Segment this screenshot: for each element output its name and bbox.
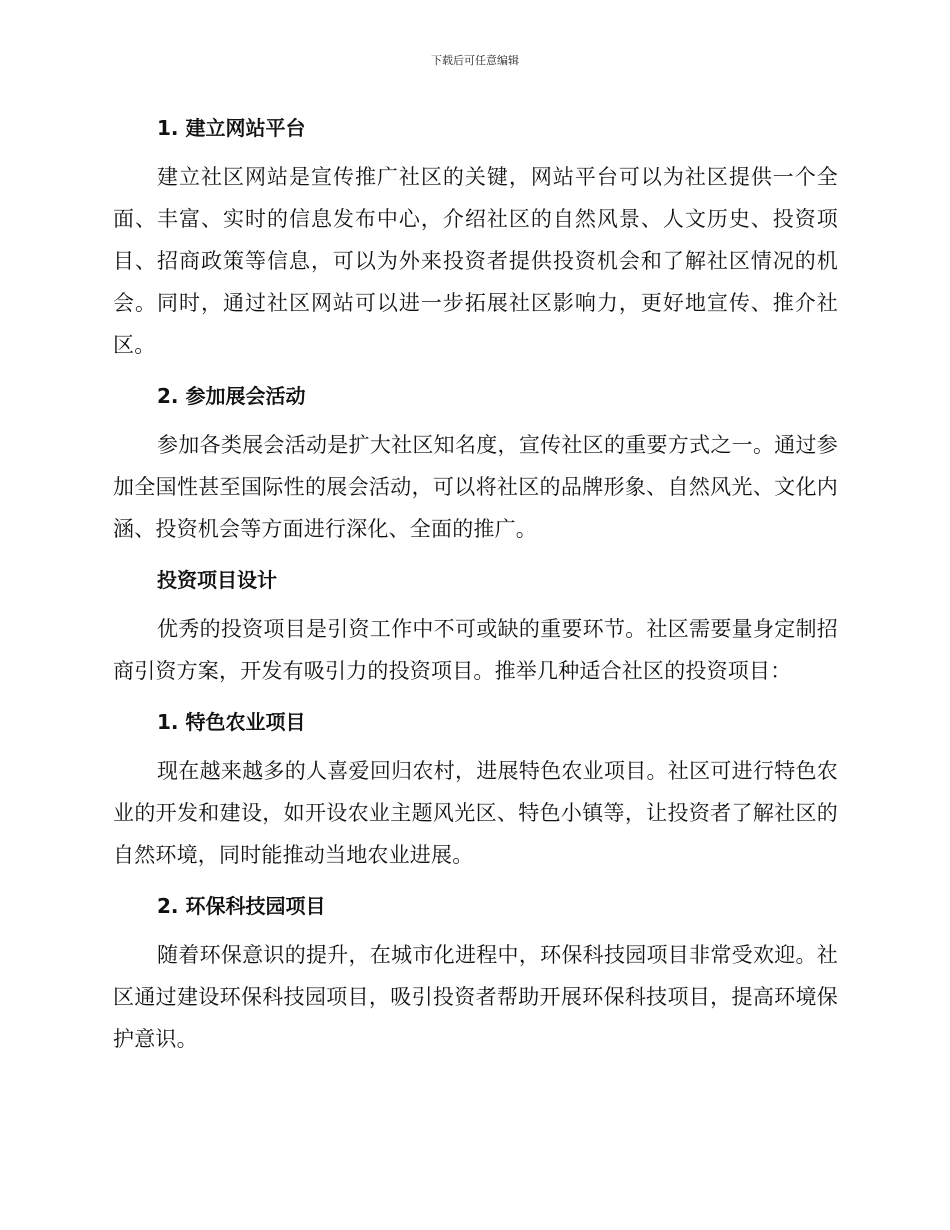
- section-heading-eco-park: 2. 环保科技园项目: [157, 894, 326, 918]
- section-heading-website: 1. 建立网站平台: [157, 116, 306, 140]
- section-paragraph-eco-park: 随着环保意识的提升，在城市化进程中，环保科技园项目非常受欢迎。社区通过建设环保科技园项目，吸引投资者帮助开展环保科技项目，提高环境保护意识。: [113, 943, 838, 1051]
- section-heading-agriculture: 1. 特色农业项目: [157, 710, 306, 734]
- section-paragraph-website: 建立社区网站是宣传推广社区的关键，网站平台可以为社区提供一个全面、丰富、实时的信息发布中心，介绍社区的自然风景、人文历史、投资项目、招商政策等信息，可以为外来投资者提供投资机会和了解社区情况的机会。同时，通过社区网站可以进一步拓展社区影响力，更好地宣传、推介社区。: [113, 165, 838, 357]
- section-heading-investment-design: 投资项目设计: [157, 568, 277, 592]
- page-header: 下载后可任意编辑: [431, 54, 519, 67]
- section-paragraph-investment-design: 优秀的投资项目是引资工作中不可或缺的重要环节。社区需要量身定制招商引资方案，开发有吸引力的投资项目。推举几种适合社区的投资项目：: [113, 617, 838, 683]
- document-body: [113, 106, 838, 1068]
- section-paragraph-exhibition: 参加各类展会活动是扩大社区知名度，宣传社区的重要方式之一。通过参加全国性甚至国际性的展会活动，可以将社区的品牌形象、自然风光、文化内涵、投资机会等方面进行深化、全面的推广。: [113, 433, 838, 541]
- section-heading-exhibition: 2. 参加展会活动: [157, 384, 306, 408]
- section-paragraph-agriculture: 现在越来越多的人喜爱回归农村，进展特色农业项目。社区可进行特色农业的开发和建设，如开设农业主题风光区、特色小镇等，让投资者了解社区的自然环境，同时能推动当地农业进展。: [113, 759, 838, 867]
